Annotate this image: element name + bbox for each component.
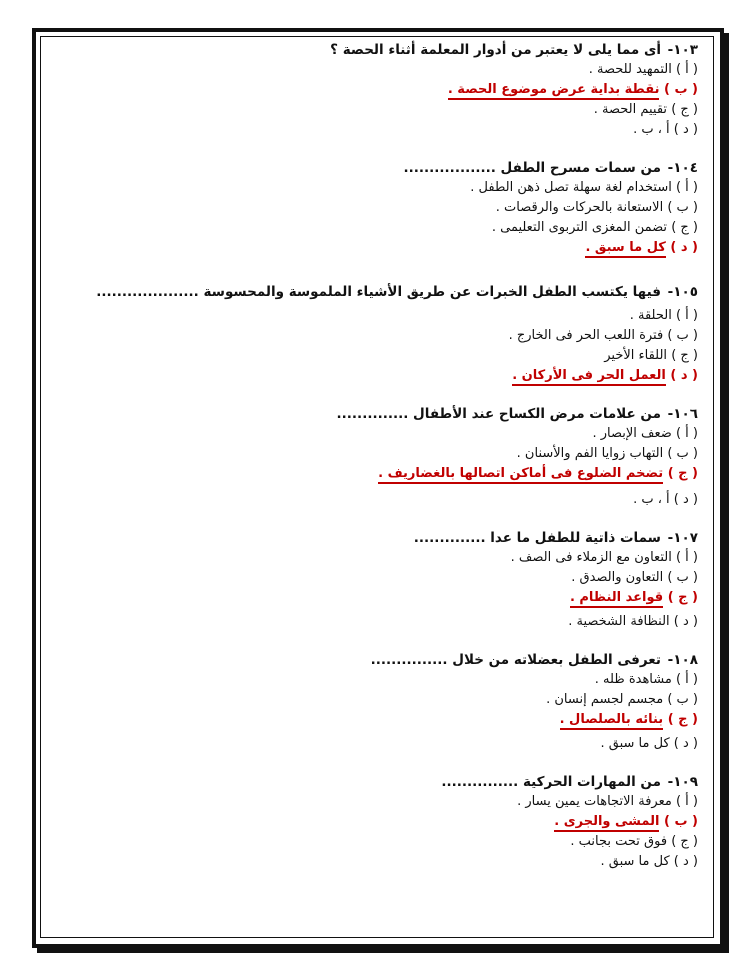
- option-letter: ( أ ): [675, 62, 698, 77]
- option-c-correct: [98, 464, 698, 484]
- question-text: من المهارات الحركية ...............: [441, 774, 661, 790]
- option-letter: ( أ ): [675, 550, 698, 565]
- question-title: [98, 282, 698, 302]
- question-number: ١٠٣-: [667, 42, 698, 58]
- question-text: تعرفى الطفل بعضلاته من خلال ...............: [370, 652, 661, 668]
- option-letter: ( د ): [673, 122, 698, 137]
- option-text: فترة اللعب الحر فى الخارج .: [508, 328, 664, 343]
- question-sheet: [98, 40, 698, 872]
- option-a: [98, 670, 698, 690]
- question-title: [98, 772, 698, 792]
- option-letter: ( ب ): [667, 570, 698, 585]
- option-text: تضمن المغزى التربوى التعليمى .: [491, 220, 668, 235]
- option-c: [98, 832, 698, 852]
- option-text: مشاهدة ظله .: [594, 672, 672, 687]
- question-103: [98, 40, 698, 140]
- option-a: [98, 60, 698, 80]
- question-text: فيها يكتسب الطفل الخبرات عن طريق الأشياء الملموسة والمحسوسة ....................: [96, 284, 661, 300]
- option-letter: ( أ ): [675, 308, 698, 323]
- option-letter: ( أ ): [675, 794, 698, 809]
- option-text: العمل الحر فى الأركان .: [512, 368, 666, 386]
- option-letter: ( أ ): [675, 426, 698, 441]
- option-c-correct: [98, 588, 698, 608]
- option-c-correct: [98, 710, 698, 730]
- option-a: [98, 306, 698, 326]
- question-108: [98, 650, 698, 754]
- question-number: ١٠٦-: [667, 406, 698, 422]
- option-c: [98, 346, 698, 366]
- option-letter: ( د ): [673, 614, 698, 629]
- question-number: ١٠٧-: [667, 530, 698, 546]
- option-text: كل ما سبق .: [585, 240, 665, 258]
- question-text: من علامات مرض الكساح عند الأطفال ..............: [336, 406, 661, 422]
- question-text: من سمات مسرح الطفل ..................: [403, 160, 661, 176]
- option-text: ضعف الإبصار .: [592, 426, 672, 441]
- question-number: ١٠٩-: [667, 774, 698, 790]
- option-letter: ( د ): [673, 736, 698, 751]
- option-a: [98, 548, 698, 568]
- question-title: [98, 158, 698, 178]
- question-107: [98, 528, 698, 632]
- option-d: [98, 120, 698, 140]
- option-letter: ( ب ): [667, 200, 698, 215]
- option-letter: ( ج ): [667, 466, 698, 481]
- option-text: تضخم الضلوع فى أماكن اتصالها بالغضاريف .: [378, 466, 663, 484]
- option-letter: ( أ ): [675, 672, 698, 687]
- option-letter: ( ب ): [667, 446, 698, 461]
- option-letter: ( د ): [670, 368, 698, 383]
- option-text: اللقاء الأخير: [604, 348, 668, 363]
- option-letter: ( ب ): [664, 814, 698, 829]
- option-letter: ( ج ): [671, 220, 698, 235]
- question-title: [98, 650, 698, 670]
- option-text: فوق تحت بجانب .: [570, 834, 668, 849]
- option-letter: ( د ): [670, 240, 698, 255]
- question-text: أى مما يلى لا يعتبر من أدوار المعلمة أثناء الحصة ؟: [330, 42, 661, 58]
- option-text: المشى والجرى .: [554, 814, 659, 832]
- question-text: سمات ذاتية للطفل ما عدا ..............: [413, 530, 661, 546]
- option-a: [98, 792, 698, 812]
- option-letter: ( ج ): [671, 102, 698, 117]
- option-letter: ( ج ): [671, 348, 698, 363]
- question-106: [98, 404, 698, 510]
- option-text: الاستعانة بالحركات والرقصات .: [495, 200, 664, 215]
- option-b: [98, 444, 698, 464]
- option-text: التعاون والصدق .: [571, 570, 664, 585]
- option-text: تقييم الحصة .: [593, 102, 668, 117]
- option-a: [98, 424, 698, 444]
- option-a: [98, 178, 698, 198]
- question-title: [98, 404, 698, 424]
- question-number: ١٠٥-: [667, 284, 698, 300]
- option-b-correct: [98, 812, 698, 832]
- option-d-correct: [98, 238, 698, 258]
- question-number: ١٠٤-: [667, 160, 698, 176]
- option-d-correct: [98, 366, 698, 386]
- option-text: مجسم لجسم إنسان .: [546, 692, 664, 707]
- option-b: [98, 568, 698, 588]
- option-letter: ( ب ): [664, 82, 698, 97]
- option-text: التهاب زوايا الفم والأسنان .: [516, 446, 664, 461]
- option-d: [98, 490, 698, 510]
- option-text: التمهيد للحصة .: [588, 62, 672, 77]
- option-text: كل ما سبق .: [600, 736, 670, 751]
- option-d: [98, 734, 698, 754]
- option-text: استخدام لغة سهلة تصل ذهن الطفل .: [470, 180, 672, 195]
- option-letter: ( ب ): [667, 692, 698, 707]
- option-d: [98, 852, 698, 872]
- option-text: كل ما سبق .: [600, 854, 670, 869]
- option-text: أ ، ب .: [633, 492, 670, 507]
- question-title: [98, 40, 698, 60]
- option-letter: ( ج ): [667, 712, 698, 727]
- question-109: [98, 772, 698, 872]
- option-c: [98, 100, 698, 120]
- option-b: [98, 326, 698, 346]
- option-text: أ ، ب .: [633, 122, 670, 137]
- question-104: [98, 158, 698, 258]
- option-text: بنائه بالصلصال .: [560, 712, 664, 730]
- question-105: [98, 282, 698, 386]
- option-letter: ( أ ): [675, 180, 698, 195]
- option-text: قواعد النظام .: [570, 590, 663, 608]
- option-d: [98, 612, 698, 632]
- option-b: [98, 690, 698, 710]
- option-text: التعاون مع الزملاء فى الصف .: [510, 550, 672, 565]
- option-text: النظافة الشخصية .: [568, 614, 670, 629]
- option-letter: ( ب ): [667, 328, 698, 343]
- option-letter: ( د ): [673, 854, 698, 869]
- option-letter: ( د ): [673, 492, 698, 507]
- option-text: معرفة الاتجاهات يمين يسار .: [517, 794, 672, 809]
- option-letter: ( ج ): [667, 590, 698, 605]
- option-text: الحلقة .: [629, 308, 672, 323]
- question-title: [98, 528, 698, 548]
- option-text: نقطة بداية عرض موضوع الحصة .: [448, 82, 660, 100]
- option-letter: ( ج ): [671, 834, 698, 849]
- option-b: [98, 198, 698, 218]
- option-c: [98, 218, 698, 238]
- question-number: ١٠٨-: [667, 652, 698, 668]
- option-b-correct: [98, 80, 698, 100]
